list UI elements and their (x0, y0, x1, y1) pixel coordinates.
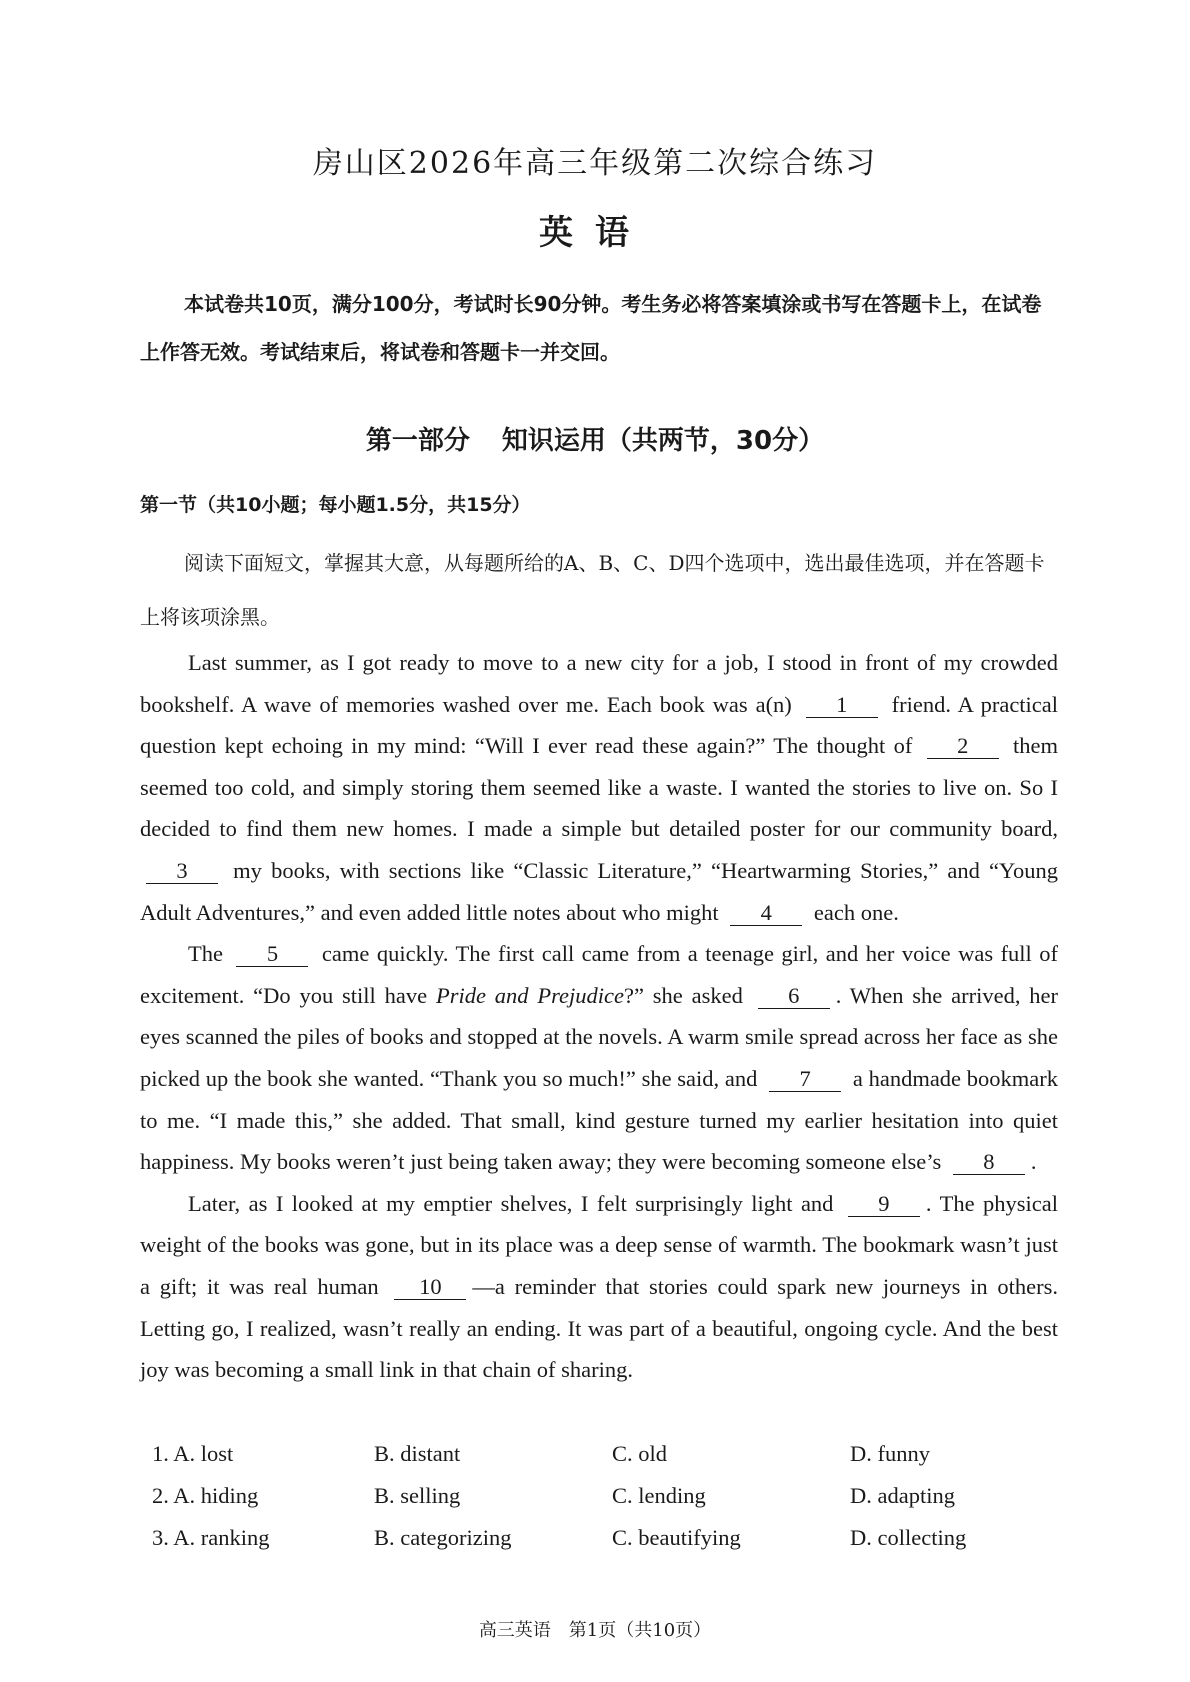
blank-2: 2 (927, 734, 999, 759)
option-d: D. collecting (850, 1525, 967, 1550)
passage-text: came quickly. The first call came from a teenage girl, and her voice was full of excitement. “Do you still have (140, 941, 1058, 1008)
book-title: Pride and Prejudice (435, 982, 624, 1008)
passage-text: each one. (813, 899, 899, 925)
passage-text: Later, as I looked at my emptier shelves, I felt surprisingly light and (188, 1190, 834, 1216)
blank-3: 3 (146, 859, 218, 884)
blank-6: 6 (758, 984, 830, 1009)
passage-text: —a reminder that stories could spark new journeys in others. Letting go, I realized, wasn’t really an ending. It was part of a beautiful, ongoing cycle. And the best joy was becoming a small link in that chain of sharing. (140, 1273, 1059, 1383)
option-b: B. categorizing (374, 1525, 512, 1550)
blank-8: 8 (953, 1150, 1025, 1175)
option-a: 2. A. hiding (152, 1483, 259, 1508)
blank-5: 5 (236, 942, 308, 967)
passage-paragraph-3 (140, 1183, 1058, 1391)
passage-text: friend. A practical question kept echoing in my mind: “Will I ever read these again?” The thought of (140, 691, 1059, 759)
passage-text: . (1030, 1149, 1037, 1175)
page-footer: 高三英语 第1页（共10页） (478, 1620, 712, 1641)
part-name: 第一部分 (365, 426, 470, 456)
exam-notice: 本试卷共10页，满分100分，考试时长90分钟。考生务必将答案填涂或书写在答题卡上，在试卷上作答无效。考试结束后，将试卷和答题卡一并交回。 (140, 292, 1042, 364)
passage-text: them seemed too cold, and simply storing them seemed like a waste. I wanted the stories to live on. So I decided to find them new homes. I made a simple but detailed poster for our community board, (140, 733, 1059, 842)
passage-text: Last summer, as I got ready to move to a new city for a job, I stood in front of my crowded bookshelf. A wave of memories washed over me. Each book was a(n) (140, 650, 1058, 717)
exam-title: 房山区2026年高三年级第二次综合练习 (312, 146, 878, 181)
passage-text: The (188, 941, 223, 967)
option-b: B. selling (374, 1483, 461, 1508)
passage-paragraph-2 (140, 933, 1058, 1183)
section-heading: 第一节（共10小题；每小题1.5分，共15分） (140, 494, 531, 516)
blank-4: 4 (730, 901, 802, 926)
blank-1: 1 (806, 693, 878, 718)
option-a: 1. A. lost (152, 1441, 234, 1466)
answer-options (152, 1433, 1052, 1559)
passage-text: ?” she asked (624, 982, 743, 1008)
option-b: B. distant (374, 1441, 461, 1466)
option-c: C. old (612, 1441, 668, 1466)
passage-text: a handmade bookmark to me. “I made this,” she added. That small, kind gesture turned my earlier hesitation into quiet happiness. My books weren’t just being taken away; they were becoming someone else’s (140, 1065, 1059, 1175)
option-row-1 (152, 1433, 1052, 1475)
option-row-2 (152, 1475, 1052, 1517)
blank-10: 10 (394, 1275, 466, 1300)
passage-text: my books, with sections like “Classic Literature,” “Heartwarming Stories,” and “Young Adult Adventures,” and even added little notes about who might (140, 857, 1058, 925)
subject-title: 英语 (539, 213, 651, 253)
section-instructions: 阅读下面短文，掌握其大意，从每题所给的A、B、C、D四个选项中，选出最佳选项，并在答题卡上将该项涂黑。 (140, 551, 1045, 629)
part-title: 知识运用（共两节，30分） (501, 426, 825, 456)
option-d: D. adapting (850, 1483, 955, 1508)
option-a: 3. A. ranking (152, 1525, 270, 1550)
blank-7: 7 (769, 1067, 841, 1092)
cloze-passage (140, 642, 1058, 1391)
option-row-3 (152, 1517, 1052, 1559)
option-c: C. lending (612, 1483, 706, 1508)
passage-text: . When she arrived, her eyes scanned the piles of books and stopped at the novels. A warm smile spread across her face as she picked up the book she wanted. “Thank you so much!” she said, and (140, 982, 1059, 1091)
passage-paragraph-1 (140, 642, 1058, 933)
blank-9: 9 (848, 1192, 920, 1217)
part-heading (0, 420, 1190, 457)
option-d: D. funny (850, 1441, 930, 1466)
passage-text: . The physical weight of the books was gone, but in its place was a deep sense of warmth. The bookmark wasn’t just a gift; it was real human (140, 1190, 1059, 1299)
option-c: C. beautifying (612, 1525, 741, 1550)
